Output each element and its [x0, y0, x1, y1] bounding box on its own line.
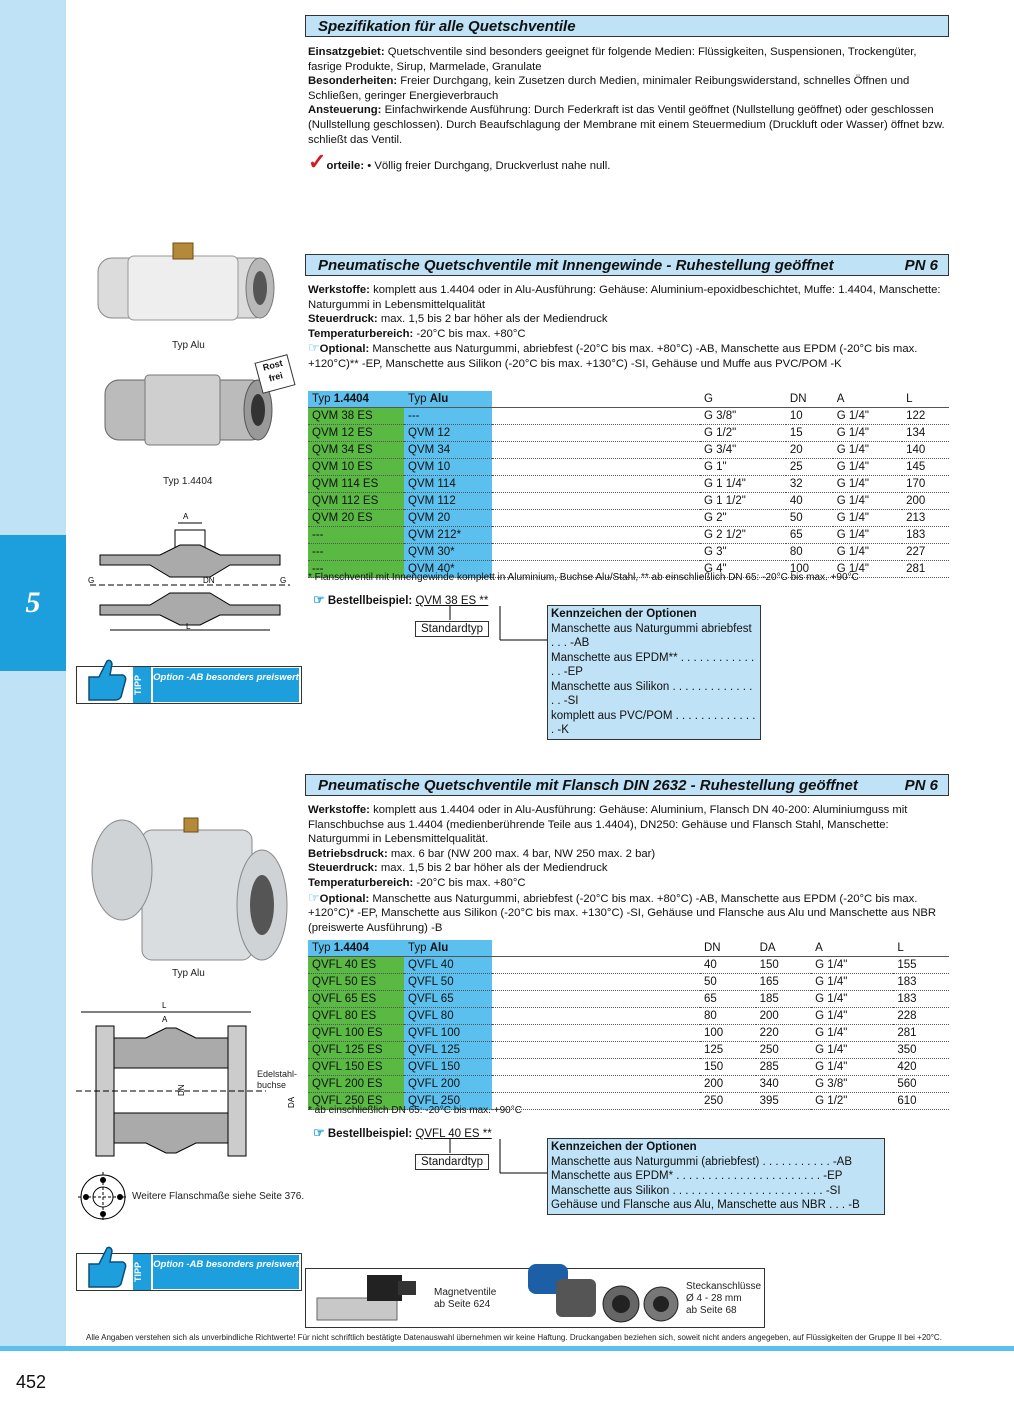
edelstahl-label: Edelstahl-buchse: [257, 1069, 298, 1090]
table-row: [308, 974, 949, 991]
order-label: Bestellbeispiel:: [327, 595, 413, 607]
steck-range: Ø 4 - 28 mm: [686, 1293, 742, 1304]
table-cell: G 1/4": [833, 510, 902, 527]
spec-line: [308, 45, 950, 74]
steck-title: Steckanschlüsse: [686, 1281, 762, 1292]
vorteile-text: • Völlig freier Durchgang, Druckverlust nahe null.: [367, 160, 611, 173]
col-header: Typ Alu: [404, 940, 492, 957]
table-cell: G 1": [700, 459, 786, 476]
table-cell: G 1/4": [833, 527, 902, 544]
table-cell: QVFL 40: [404, 957, 492, 974]
table-cell: QVM 114: [404, 476, 492, 493]
col-spacer: [492, 1093, 700, 1110]
table-cell: QVM 10: [404, 459, 492, 476]
section2-header: [305, 774, 949, 796]
col-spacer: [492, 1076, 700, 1093]
col-header: Typ 1.4404: [308, 940, 404, 957]
col-spacer: [492, 544, 700, 561]
steck-ref[interactable]: [686, 1281, 761, 1317]
table-cell: QVM 12: [404, 425, 492, 442]
werkstoffe-label: Werkstoffe:: [308, 804, 370, 816]
table-cell: QVFL 65 ES: [308, 991, 404, 1008]
table-cell: 250: [756, 1042, 812, 1059]
spec-title: Spezifikation für alle Quetschventile: [318, 18, 576, 35]
check-icon: ✓: [308, 149, 327, 175]
pointing-hand-icon: ☞: [313, 592, 325, 607]
order-code: QVFL 40 ES **: [415, 1128, 492, 1140]
tipp-message: Option -AB besonders preiswert: [153, 1255, 299, 1289]
col-spacer: [492, 476, 700, 493]
col-spacer: [492, 459, 700, 476]
table-cell: G 1/4": [811, 1059, 893, 1076]
bottom-rule: [0, 1346, 1014, 1351]
rostfrei-badge: Rost frei: [254, 354, 295, 394]
table-row: [308, 476, 949, 493]
table-cell: 145: [902, 459, 949, 476]
standard-type-box-1: Standardtyp: [415, 621, 489, 637]
table-row: [308, 991, 949, 1008]
table-cell: G 3": [700, 544, 786, 561]
col-spacer: [492, 408, 700, 425]
spec-text: [308, 45, 950, 174]
table-cell: QVM 112: [404, 493, 492, 510]
svg-text:A: A: [183, 512, 189, 521]
section1-pn: PN 6: [904, 257, 938, 274]
tipp-message: Option -AB besonders preiswert: [153, 668, 299, 702]
col-spacer: [492, 1008, 700, 1025]
table-cell: QVFL 50 ES: [308, 974, 404, 991]
table-cell: 610: [893, 1093, 949, 1110]
svg-text:G: G: [280, 576, 287, 585]
spec-header: [305, 15, 949, 37]
table-row: [308, 544, 949, 561]
optional-line: [308, 341, 950, 371]
table-cell: G 1/2": [700, 425, 786, 442]
table-cell: 560: [893, 1076, 949, 1093]
col-header: DN: [786, 391, 833, 408]
optional-line: [308, 891, 950, 936]
table-cell: 15: [786, 425, 833, 442]
section1-header: [305, 254, 949, 276]
steuerdruck-value: max. 1,5 bis 2 bar höher als der Mediendruck: [380, 862, 608, 875]
table-cell: QVFL 200: [404, 1076, 492, 1093]
col-spacer: [492, 974, 700, 991]
table-cell: QVM 10 ES: [308, 459, 404, 476]
table-cell: ---: [308, 561, 404, 578]
steuerdruck-line: [308, 312, 950, 327]
option-item: komplett aus PVC/POM . . . . . . . . . . . . . . -K: [551, 709, 756, 736]
table-header-row: [308, 940, 949, 957]
col-header: Typ 1.4404: [308, 391, 404, 408]
solenoid-valve-image: [312, 1273, 422, 1325]
section1-footnote: * Flanschventil mit Innengewinde komplett in Aluminium, Buchse Alu/Stahl, ** ab einschließlich DN 65: -20°C bis max. +90°C: [308, 572, 859, 583]
table-row: [308, 425, 949, 442]
table-cell: 140: [902, 442, 949, 459]
table-cell: G 1/4": [833, 493, 902, 510]
table-row: [308, 1025, 949, 1042]
table-cell: 281: [893, 1025, 949, 1042]
col-header: G: [700, 391, 786, 408]
col-header: DN: [700, 940, 756, 957]
col-spacer: [492, 493, 700, 510]
svg-text:DA: DA: [287, 1096, 296, 1108]
table-cell: 250: [700, 1093, 756, 1110]
table-cell: 80: [786, 544, 833, 561]
table-cell: QVM 34: [404, 442, 492, 459]
table-cell: 150: [700, 1059, 756, 1076]
section2-table: [308, 940, 949, 1110]
push-fitting-image: [526, 1259, 681, 1325]
tipp-label: TIPP: [133, 667, 151, 703]
valve-steel-image: [100, 360, 280, 460]
table-cell: 80: [700, 1008, 756, 1025]
table-cell: QVFL 125: [404, 1042, 492, 1059]
table-cell: 32: [786, 476, 833, 493]
svg-text:A: A: [162, 1015, 168, 1024]
option-item: Manschette aus EPDM* . . . . . . . . . . . . . . . . . . . . . . . -EP: [551, 1170, 843, 1182]
option-item: Manschette aus EPDM** . . . . . . . . . . . . . . -EP: [551, 651, 755, 678]
spec-value: Freier Durchgang, kein Zusetzen durch Medien, minimaler Reibungswiderstand, schnelles Öffnen und Schließen, geringer Energieverbrauch: [308, 75, 910, 102]
tipp-box-2: [76, 1253, 302, 1291]
col-header: Typ Alu: [404, 391, 492, 408]
section2-text: [308, 803, 950, 935]
col-spacer: [492, 940, 700, 957]
werkstoffe-line: [308, 803, 950, 847]
table-cell: 183: [893, 991, 949, 1008]
table-cell: ---: [308, 544, 404, 561]
section2-pn: PN 6: [904, 777, 938, 794]
section1-text: [308, 283, 950, 372]
table-cell: 420: [893, 1059, 949, 1076]
table-cell: QVFL 40 ES: [308, 957, 404, 974]
table-cell: 125: [700, 1042, 756, 1059]
col-header: A: [833, 391, 902, 408]
table-cell: 185: [756, 991, 812, 1008]
table-cell: G 2": [700, 510, 786, 527]
table-cell: G 3/8": [811, 1076, 893, 1093]
table-cell: 200: [700, 1076, 756, 1093]
options-box-1: [547, 605, 761, 740]
table-row: [308, 493, 949, 510]
option-item: Manschette aus Naturgummi abriebfest . . . -AB: [551, 622, 752, 649]
optional-label: Optional:: [319, 343, 370, 356]
table-cell: QVFL 250 ES: [308, 1093, 404, 1110]
thumbs-up-icon: [81, 1242, 129, 1290]
table-cell: 220: [756, 1025, 812, 1042]
col-header: L: [893, 940, 949, 957]
section2-title: Pneumatische Quetschventile mit Flansch DIN 2632 - Ruhestellung geöffnet: [318, 777, 858, 794]
col-header: L: [902, 391, 949, 408]
table-cell: G 3/4": [700, 442, 786, 459]
valve-alu-image: [88, 238, 288, 338]
col-spacer: [492, 391, 700, 408]
table-cell: 228: [893, 1008, 949, 1025]
svg-text:L: L: [186, 622, 191, 631]
caption-typ-steel: Typ 1.4404: [163, 476, 213, 487]
valve-flange-image: [82, 810, 292, 975]
col-spacer: [492, 1042, 700, 1059]
table-row: [308, 459, 949, 476]
col-spacer: [492, 425, 700, 442]
options-box-2: [547, 1138, 885, 1215]
table-cell: G 1/4": [833, 561, 902, 578]
table-cell: 350: [893, 1042, 949, 1059]
table-cell: QVFL 200 ES: [308, 1076, 404, 1093]
table-cell: 65: [786, 527, 833, 544]
table-cell: G 1 1/2": [700, 493, 786, 510]
table-header-row: [308, 391, 949, 408]
col-spacer: [492, 957, 700, 974]
werkstoffe-value: komplett aus 1.4404 oder in Alu-Ausführung: Gehäuse: Aluminium, Flansch DN 40-200: Aluminiumguss mit Flanschbuchse aus 1.4404 (medienberührende Teile aus 1.4404), DN250: Gehäuse und Flansch Stahl, Manschette: Naturgummi in Lebensmittelqualität.: [308, 804, 908, 846]
table-cell: 281: [902, 561, 949, 578]
table-cell: 183: [893, 974, 949, 991]
svg-text:DN: DN: [177, 1084, 186, 1096]
options-title: Kennzeichen der Optionen: [551, 1141, 697, 1153]
table-row: [308, 408, 949, 425]
table-row: [308, 1076, 949, 1093]
betrieb-line: [308, 847, 950, 862]
table-row: [308, 957, 949, 974]
table-cell: 340: [756, 1076, 812, 1093]
table-cell: 65: [700, 991, 756, 1008]
table-cell: QVM 38 ES: [308, 408, 404, 425]
col-spacer: [492, 1025, 700, 1042]
table-cell: QVM 34 ES: [308, 442, 404, 459]
chapter-tab: 5: [0, 535, 66, 671]
spec-value: Einfachwirkende Ausführung: Durch Federkraft ist das Ventil geöffnet (Nullstellung geöffnet) oder geschlossen (Nullstellung geschlossen). Durch Beaufschlagung der Membrane mit einem Steuermedium (Druckluft oder Wasser) öffnet bzw. schließt das Ventil.: [308, 104, 945, 146]
table-cell: G 1 1/4": [700, 476, 786, 493]
table-cell: G 1/4": [833, 442, 902, 459]
spec-value: Quetschventile sind besonders geeignet für folgende Medien: Flüssigkeiten, Suspensionen, Trockengüter, fasrige Produkte, Sirup, Marmelade, Granulate: [308, 46, 917, 73]
table-cell: G 4": [700, 561, 786, 578]
table-cell: 50: [786, 510, 833, 527]
table-cell: G 2 1/2": [700, 527, 786, 544]
option-item: Gehäuse und Flansche aus Alu, Manschette aus NBR . . . -B: [551, 1199, 860, 1211]
table-cell: QVM 20 ES: [308, 510, 404, 527]
temp-label: Temperaturbereich:: [308, 327, 414, 340]
pointing-hand-icon: ☞: [308, 889, 320, 905]
section1-table: [308, 391, 949, 578]
table-cell: 213: [902, 510, 949, 527]
table-cell: QVFL 80 ES: [308, 1008, 404, 1025]
spec-label: Besonderheiten:: [308, 75, 398, 88]
temp-label: Temperaturbereich:: [308, 876, 414, 889]
table-cell: G 1/4": [833, 544, 902, 561]
pointing-hand-icon: ☞: [313, 1125, 325, 1140]
table-cell: QVM 20: [404, 510, 492, 527]
betrieb-label: Betriebsdruck:: [308, 847, 388, 860]
table-cell: QVFL 250: [404, 1093, 492, 1110]
table-cell: 100: [786, 561, 833, 578]
table-cell: QVM 30*: [404, 544, 492, 561]
table-cell: G 1/4": [833, 459, 902, 476]
table-cell: 227: [902, 544, 949, 561]
table-cell: QVFL 125 ES: [308, 1042, 404, 1059]
table-cell: 50: [700, 974, 756, 991]
spec-line: [308, 74, 950, 103]
table-cell: 134: [902, 425, 949, 442]
caption-typ-alu-2: Typ Alu: [172, 968, 205, 979]
table-row: [308, 527, 949, 544]
temp-value: -20°C bis max. +80°C: [416, 876, 526, 889]
crossref-box: [305, 1268, 765, 1328]
steuerdruck-label: Steuerdruck:: [308, 313, 378, 326]
table-cell: ---: [308, 527, 404, 544]
table-row: [308, 510, 949, 527]
temp-line: [308, 876, 950, 891]
disclaimer: Alle Angaben verstehen sich als unverbindliche Richtwerte! Für nicht schriftlich bestätigte Datenauswahl übernehmen wir keine Haftung. Druckangaben beziehen sich, soweit nicht anders angegeben, auf Flüssigkeiten der Gruppe II bei +20°C.: [86, 1333, 942, 1342]
table-cell: G 1/4": [811, 1025, 893, 1042]
magnet-ref[interactable]: Magnetventile ab Seite 624: [434, 1287, 497, 1310]
optional-value: Manschette aus Naturgummi, abriebfest (-20°C bis max. +80°C) -AB, Manschette aus EPDM (-20°C bis max. +120°C)* -EP, Manschette aus Silikon (-20°C bis max. +130°C) -SI, Gehäuse und Flansche aus Alu und Manschette aus NBR (preiswerte Ausführung) -B: [308, 892, 937, 934]
page-number: 452: [16, 1372, 47, 1392]
table-cell: QVFL 100: [404, 1025, 492, 1042]
col-spacer: [492, 510, 700, 527]
table-cell: 285: [756, 1059, 812, 1076]
optional-label: Optional:: [319, 892, 370, 905]
table-cell: 150: [756, 957, 812, 974]
col-spacer: [492, 991, 700, 1008]
table-cell: QVFL 50: [404, 974, 492, 991]
table-row: [308, 442, 949, 459]
table-cell: G 1/4": [833, 425, 902, 442]
steck-page: ab Seite 68: [686, 1305, 737, 1316]
flange-note: Weitere Flanschmaße siehe Seite 376.: [132, 1191, 305, 1202]
svg-text:G: G: [88, 576, 95, 585]
table-cell: ---: [404, 408, 492, 425]
table-cell: QVFL 100 ES: [308, 1025, 404, 1042]
optional-value: Manschette aus Naturgummi, abriebfest (-20°C bis max. +80°C) -AB, Manschette aus EPDM (-20°C bis max. +120°C)** -EP, Manschette aus Silikon (-20°C bis max. +130°C) -SI, Gehäuse und Muffe aus PVC/POM -K: [308, 343, 918, 370]
steuerdruck-value: max. 1,5 bis 2 bar höher als der Mediendruck: [380, 313, 608, 326]
table-cell: 395: [756, 1093, 812, 1110]
steuerdruck-line: [308, 861, 950, 876]
section1-title: Pneumatische Quetschventile mit Innengewinde - Ruhestellung geöffnet: [318, 257, 834, 274]
vorteile-line: [308, 149, 950, 175]
option-item: Manschette aus Naturgummi (abriebfest) . . . . . . . . . . . -AB: [551, 1155, 853, 1168]
spec-label: Einsatzgebiet:: [308, 46, 385, 58]
table-cell: QVFL 150 ES: [308, 1059, 404, 1076]
table-cell: 20: [786, 442, 833, 459]
table-cell: 155: [893, 957, 949, 974]
table-cell: G 1/2": [811, 1093, 893, 1110]
table-cell: G 1/4": [811, 1008, 893, 1025]
betrieb-value: max. 6 bar (NW 200 max. 4 bar, NW 250 max. 2 bar): [390, 847, 656, 860]
table-cell: 40: [700, 957, 756, 974]
svg-text:L: L: [162, 1001, 167, 1010]
col-spacer: [492, 442, 700, 459]
col-header: A: [811, 940, 893, 957]
table-cell: 25: [786, 459, 833, 476]
vorteile-label: orteile:: [326, 160, 365, 173]
table-cell: QVM 12 ES: [308, 425, 404, 442]
table-row: [308, 1042, 949, 1059]
svg-text:DN: DN: [203, 576, 215, 585]
steuerdruck-label: Steuerdruck:: [308, 862, 378, 875]
werkstoffe-line: [308, 283, 950, 312]
table-cell: 40: [786, 493, 833, 510]
table-cell: G 1/4": [811, 991, 893, 1008]
caption-typ-alu: Typ Alu: [172, 340, 205, 351]
spec-line: [308, 103, 950, 147]
werkstoffe-value: komplett aus 1.4404 oder in Alu-Ausführung: Gehäuse: Aluminium-epoxidbeschichtet, Muffe: 1.4404, Manschette: Naturgummi in Lebensmittelqualität: [308, 284, 941, 311]
table-cell: QVM 212*: [404, 527, 492, 544]
option-item: Manschette aus Silikon . . . . . . . . . . . . . . . . . . . . . . . . -SI: [551, 1184, 841, 1197]
tipp-label: TIPP: [133, 1254, 151, 1290]
temp-value: -20°C bis max. +80°C: [416, 327, 526, 340]
table-cell: 200: [756, 1008, 812, 1025]
table-row: [308, 1059, 949, 1076]
standard-type-box-2: Standardtyp: [415, 1154, 489, 1170]
table-cell: QVM 112 ES: [308, 493, 404, 510]
col-spacer: [492, 1059, 700, 1076]
tipp-box-1: [76, 666, 302, 704]
valve-drawing-1: [80, 505, 300, 635]
pointing-hand-icon: ☞: [308, 340, 320, 356]
table-cell: 165: [756, 974, 812, 991]
spec-label: Ansteuerung:: [308, 104, 382, 117]
flange-face-drawing: [78, 1172, 128, 1222]
table-row: [308, 1008, 949, 1025]
table-cell: G 1/4": [811, 1042, 893, 1059]
table-cell: QVM 40*: [404, 561, 492, 578]
option-item: Manschette aus Silikon . . . . . . . . . . . . . . . -SI: [551, 680, 753, 707]
table-cell: QVFL 150: [404, 1059, 492, 1076]
section2-footnote: * ab einschließlich DN 65: -20°C bis max. +90°C: [308, 1105, 522, 1116]
table-cell: QVFL 80: [404, 1008, 492, 1025]
order-label: Bestellbeispiel:: [327, 1128, 413, 1140]
left-margin-bar: [0, 0, 66, 1346]
table-cell: QVFL 65: [404, 991, 492, 1008]
werkstoffe-label: Werkstoffe:: [308, 284, 370, 296]
table-cell: 10: [786, 408, 833, 425]
temp-line: [308, 327, 950, 342]
table-cell: G 1/4": [811, 957, 893, 974]
col-spacer: [492, 527, 700, 544]
table-cell: G 1/4": [833, 476, 902, 493]
table-cell: 183: [902, 527, 949, 544]
table-cell: 170: [902, 476, 949, 493]
table-cell: G 1/4": [833, 408, 902, 425]
table-cell: 100: [700, 1025, 756, 1042]
table-cell: 122: [902, 408, 949, 425]
table-cell: QVM 114 ES: [308, 476, 404, 493]
table-cell: 200: [902, 493, 949, 510]
col-header: DA: [756, 940, 812, 957]
options-title: Kennzeichen der Optionen: [551, 608, 697, 620]
table-cell: G 3/8": [700, 408, 786, 425]
order-code: QVM 38 ES **: [415, 595, 489, 607]
table-cell: G 1/4": [811, 974, 893, 991]
thumbs-up-icon: [81, 655, 129, 703]
